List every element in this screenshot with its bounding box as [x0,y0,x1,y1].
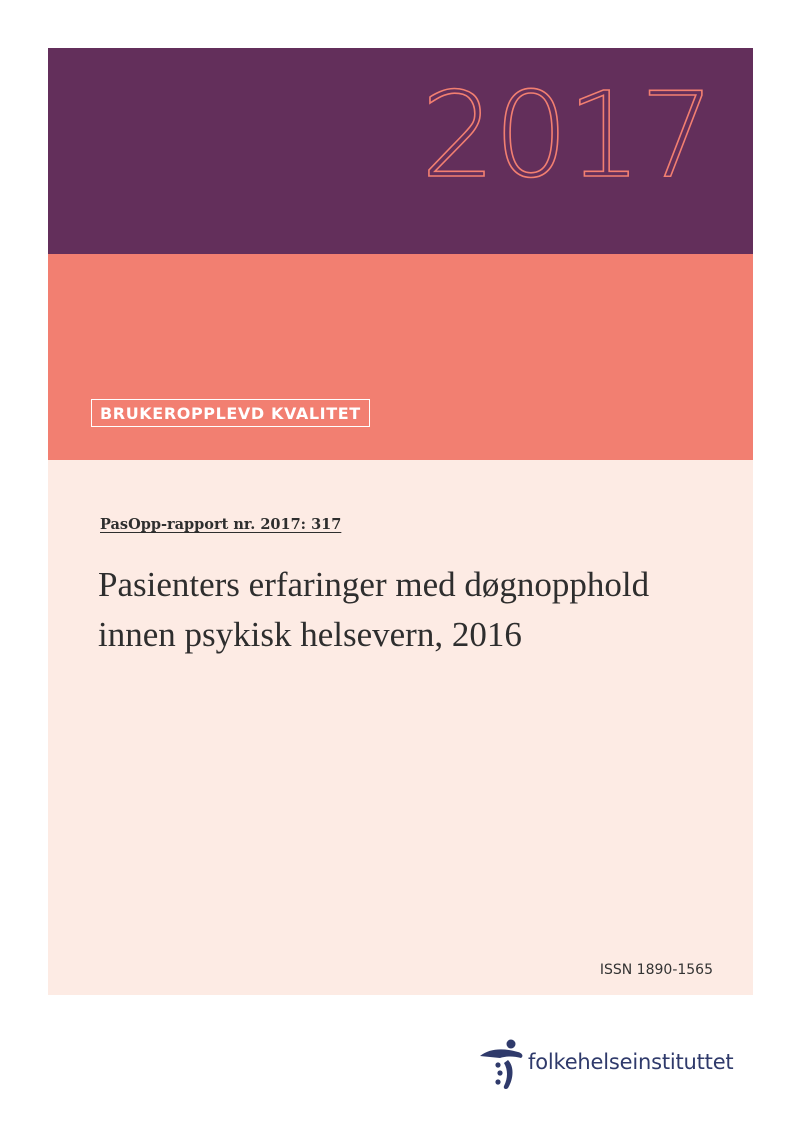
report-title [98,560,738,660]
series-label: BRUKEROPPLEVD KVALITET [91,399,370,427]
issn-number: ISSN 1890-1565 [599,962,713,978]
report-title-line-2: innen psykisk helsevern, 2016 [98,615,522,654]
header-band-purple [48,48,753,254]
content-band [48,460,753,995]
header-band-coral [48,254,753,460]
report-number: PasOpp-rapport nr. 2017: 317 [100,516,342,533]
fhi-figure-icon [478,1032,526,1092]
fhi-logo [478,1032,733,1092]
publication-year: 2017 [420,66,713,204]
fhi-logo-text: folkehelseinstituttet [528,1050,734,1074]
report-title-line-1: Pasienters erfaringer med døgnopphold [98,565,650,604]
report-cover [48,48,753,995]
